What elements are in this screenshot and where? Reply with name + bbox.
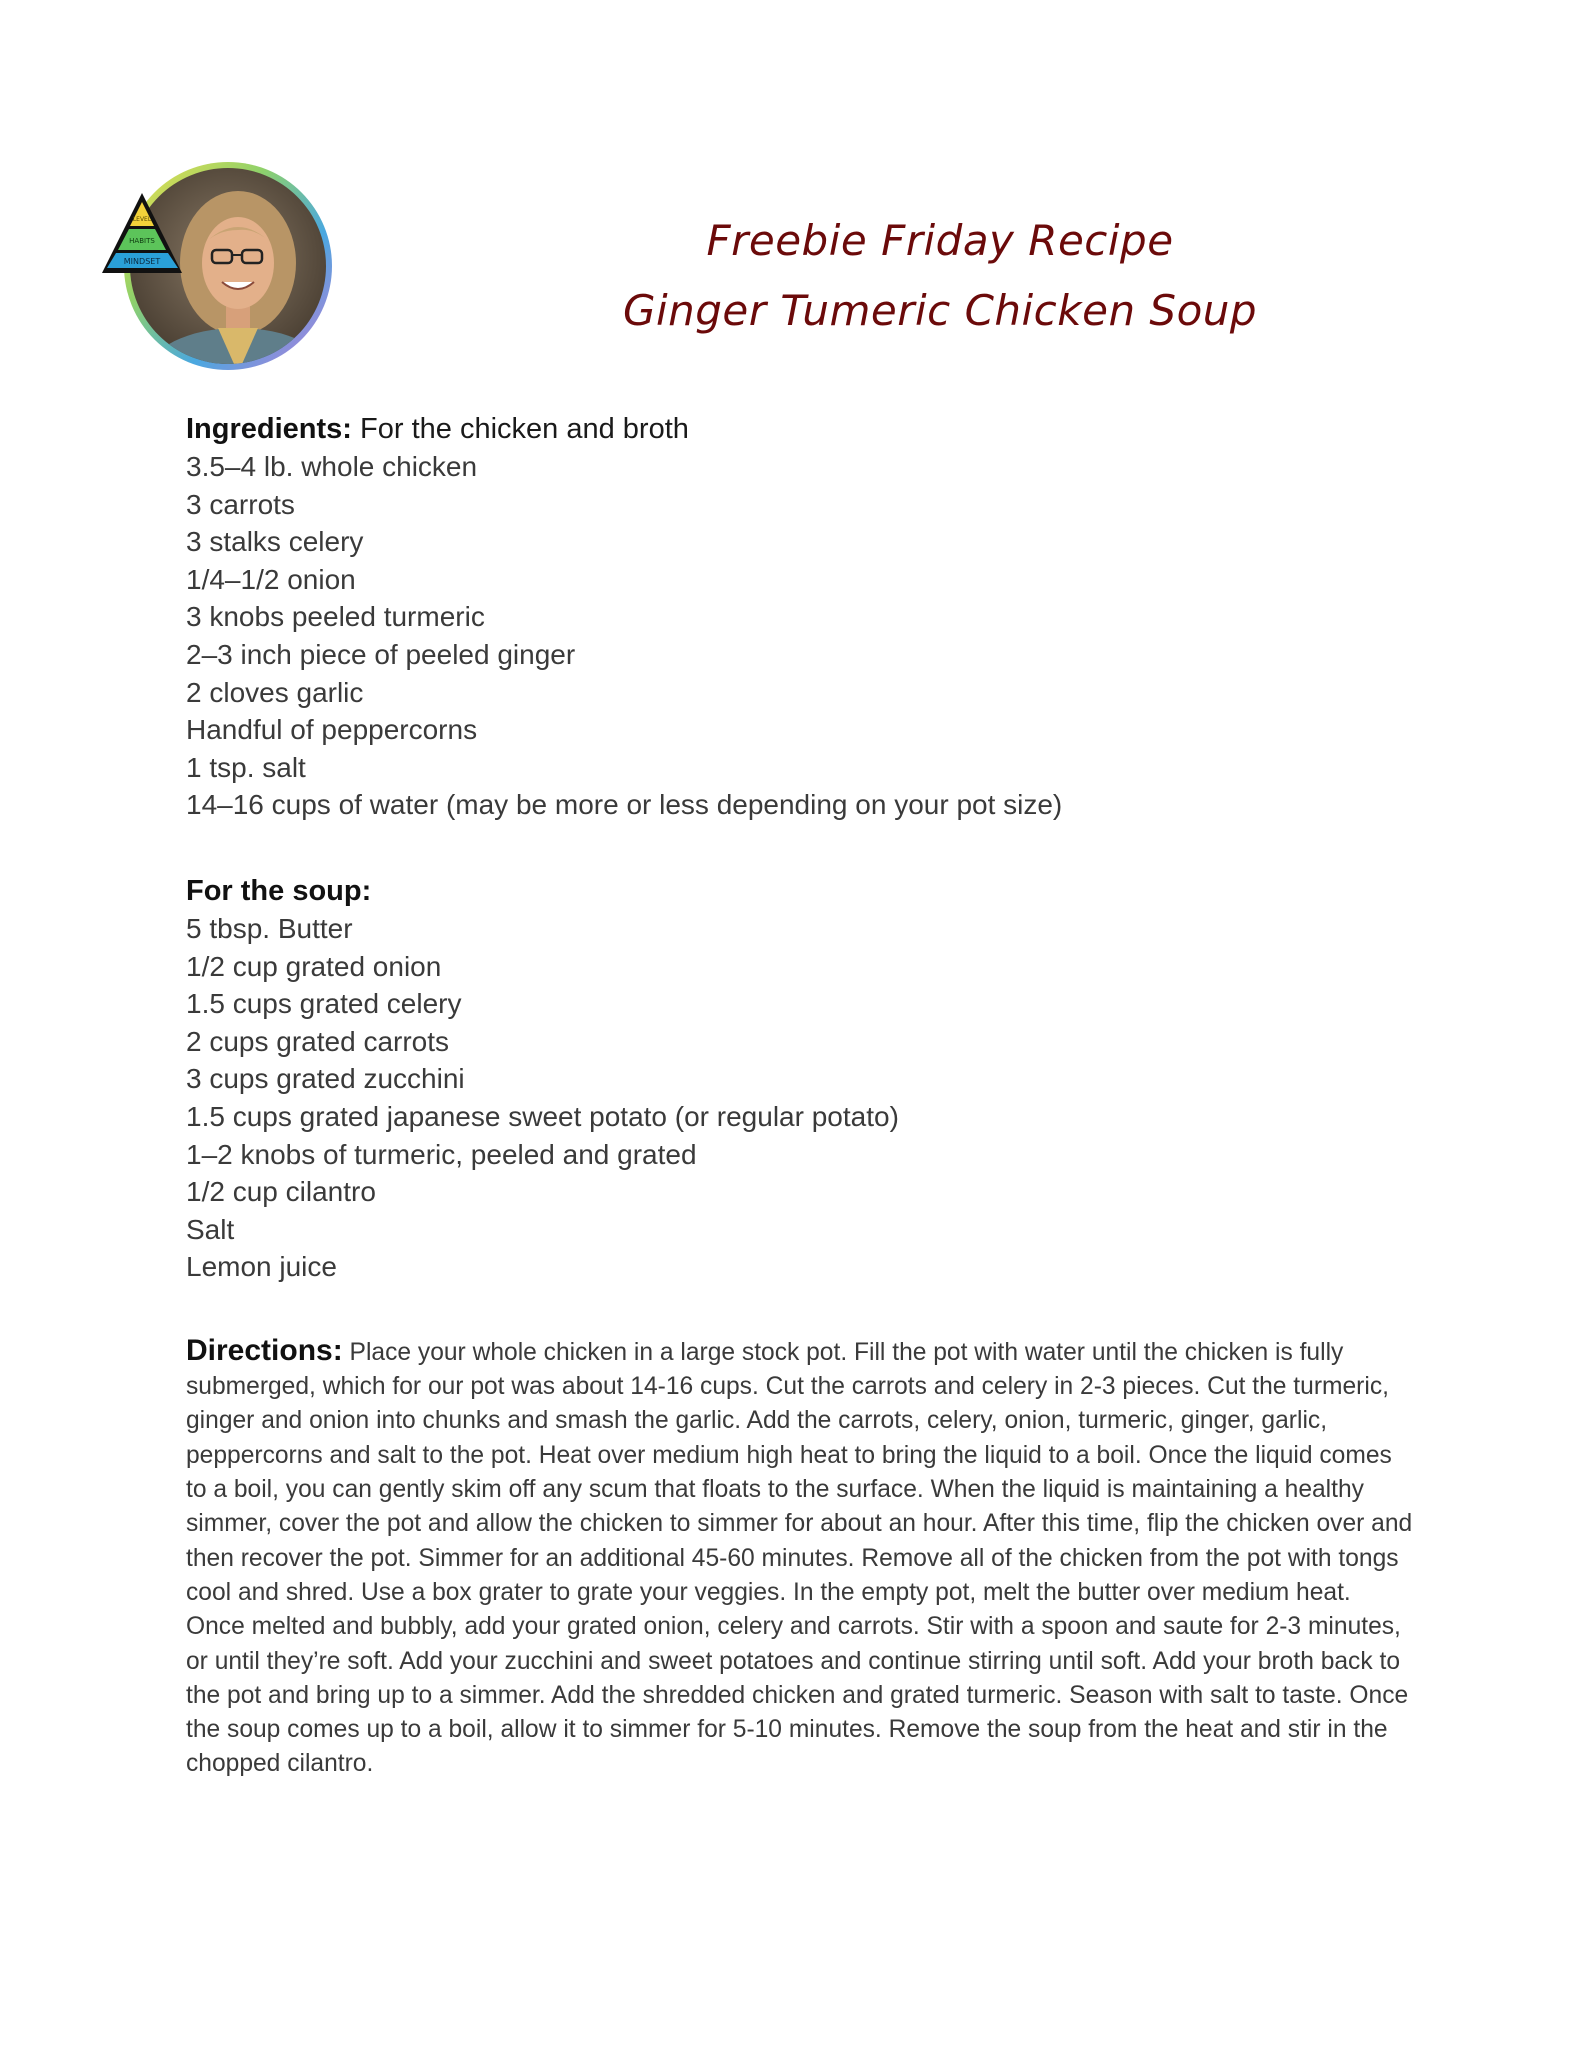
soup-heading bbox=[186, 872, 1416, 910]
title-line-2: Ginger Tumeric Chicken Soup bbox=[622, 286, 1258, 335]
ingredients-sublabel: For the chicken and broth bbox=[360, 413, 689, 445]
directions-section bbox=[186, 1334, 1416, 1782]
soup-label: For the soup: bbox=[186, 874, 372, 907]
list-item: 14–16 cups of water (may be more or less depending on your pot size) bbox=[186, 789, 1063, 821]
list-item: Lemon juice bbox=[186, 1251, 337, 1283]
soup-section bbox=[186, 872, 1416, 1286]
ingredients-list bbox=[186, 448, 1416, 824]
svg-text:HABITS: HABITS bbox=[129, 237, 155, 245]
list-item: 2–3 inch piece of peeled ginger bbox=[186, 638, 576, 670]
directions-label: Directions: bbox=[186, 1333, 343, 1367]
recipe-title bbox=[560, 206, 1320, 346]
list-item: 1/2 cup grated onion bbox=[186, 950, 442, 982]
list-item: Salt bbox=[186, 1213, 235, 1245]
soup-ingredients-list bbox=[186, 910, 1416, 1286]
logo bbox=[98, 158, 358, 378]
list-item: 1.5 cups grated celery bbox=[186, 988, 462, 1020]
list-item: 1/2 cup cilantro bbox=[186, 1176, 376, 1208]
ingredients-heading bbox=[186, 410, 1416, 448]
directions-text: Place your whole chicken in a large stock pot. Fill the pot with water until the chicken is fully submerged, which for our pot was about 14-16 cups. Cut the carrots and celery in 2-3 pieces. Cut the turmeric, ginger and onion into chunks and smash the garlic. Add the carrots, celery, onion, turmeric, ginger, garlic, peppercorns and salt to the pot. Heat over medium high heat to bring the liquid to a boil. Once the liquid comes to a boil, you can gently skim off any scum that floats to the surface. When the liquid is maintaining a healthy simmer, cover the pot and allow the chicken to simmer for about an hour. After this time, flip the chicken over and then recover the pot. Simmer for an additional 45-60 minutes. Remove all of the chicken from the pot with tongs cool and shred. Use a box grater to grate your veggies. In the empty pot, melt the butter over medium heat. Once melted and bubbly, add your grated onion, celery and carrots. Stir with a spoon and saute for 2-3 minutes, or until they’re soft. Add your zucchini and sweet potatoes and continue stirring until soft. Add your broth back to the pot and bring up to a simmer. Add the shredded chicken and grated turmeric. Season with salt to taste. Once the soup comes up to a boil, allow it to simmer for 5-10 minutes. Remove the soup from the heat and stir in the chopped cilantro. bbox=[186, 1338, 1413, 1778]
list-item: 5 tbsp. Butter bbox=[186, 912, 353, 944]
title-line-1: Freebie Friday Recipe bbox=[706, 216, 1174, 265]
list-item: 3 cups grated zucchini bbox=[186, 1063, 465, 1095]
ingredients-section bbox=[186, 410, 1416, 824]
list-item: 1–2 knobs of turmeric, peeled and grated bbox=[186, 1138, 697, 1170]
list-item: 2 cloves garlic bbox=[186, 676, 364, 708]
list-item: Handful of peppercorns bbox=[186, 714, 478, 746]
list-item: 1 tsp. salt bbox=[186, 751, 306, 783]
list-item: 3 stalks celery bbox=[186, 526, 364, 558]
svg-text:LEVEL: LEVEL bbox=[132, 216, 152, 223]
list-item: 3 carrots bbox=[186, 488, 295, 520]
list-item: 3.5–4 lb. whole chicken bbox=[186, 451, 478, 482]
list-item: 1.5 cups grated japanese sweet potato (or regular potato) bbox=[186, 1100, 899, 1132]
svg-text:MINDSET: MINDSET bbox=[123, 257, 161, 266]
list-item: 2 cups grated carrots bbox=[186, 1025, 450, 1057]
list-item: 3 knobs peeled turmeric bbox=[186, 601, 485, 633]
directions-paragraph bbox=[186, 1334, 1416, 1782]
ingredients-label: Ingredients: bbox=[186, 413, 352, 445]
recipe-content bbox=[186, 410, 1416, 1782]
list-item: 1/4–1/2 onion bbox=[186, 563, 356, 595]
